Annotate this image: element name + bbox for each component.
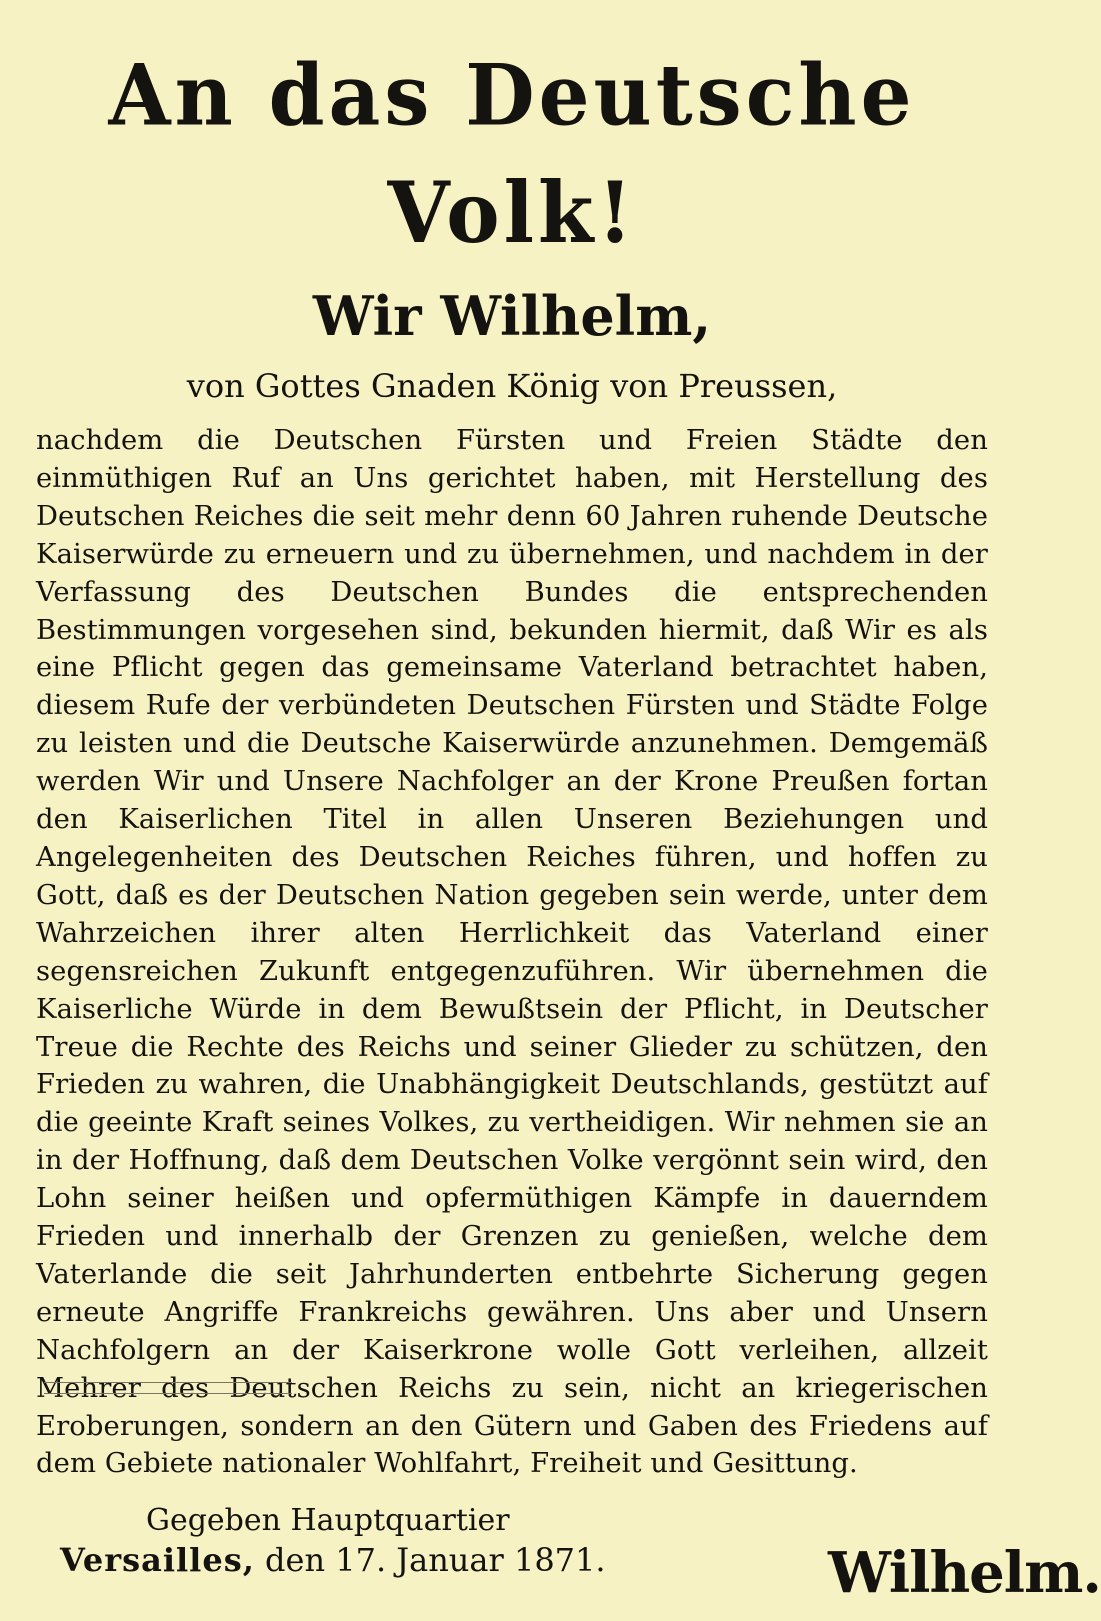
proclamation-footer	[36, 1501, 1101, 1621]
proclamation-title: An das Deutsche Volk!	[108, 45, 916, 263]
given-line: Gegeben Hauptquartier	[146, 1503, 510, 1539]
place-name: Versailles,	[60, 1541, 255, 1580]
signature: Wilhelm.	[828, 1540, 1101, 1607]
sovereign-name: Wir Wilhelm,	[312, 284, 712, 348]
date-line	[60, 1539, 606, 1581]
proclamation-body: nachdem die Deutschen Fürsten und Freien Städte den einmüthigen Ruf an Uns gerichtet haben, mit Herstellung des Deutschen Reiches die seit mehr denn 60 Jahren ruhende Deutsche Kaiserwürde zu erneuern und zu übernehmen, und nachdem in der Verfassung des Deutschen Bundes die entsprechenden Bestimmungen vorgesehen sind, bekunden hiermit, daß Wir es als eine Pflicht gegen das gemeinsame Vaterland betrachtet haben, diesem Rufe der verbündeten Deutschen Fürsten und Städte Folge zu leisten und die Deutsche Kaiserwürde anzunehmen. Demgemäß werden Wir und Unsere Nachfolger an der Krone Preußen fortan den Kaiserlichen Titel in allen Unseren Beziehungen und Angelegenheiten des Deutschen Reiches führen, und hoffen zu Gott, daß es der Deutschen Nation gegeben sein werde, unter dem Wahrzeichen ihrer alten Herrlichkeit das Vaterland einer segensreichen Zukunft entgegenzuführen. Wir übernehmen die Kaiserliche Würde in dem Bewußtsein der Pflicht, in Deutscher Treue die Rechte des Reichs und seiner Glieder zu schützen, den Frieden zu wahren, die Unabhängigkeit Deutschlands, gestützt auf die geeinte Kraft seines Volkes, zu vertheidigen. Wir nehmen sie an in der Hoffnung, daß dem Deutschen Volke vergönnt sein wird, den Lohn seiner heißen und opfermüthigen Kämpfe in dauerndem Frieden und innerhalb der Grenzen zu genießen, welche dem Vaterlande die seit Jahrhunderten entbehrte Sicherung gegen erneute Angriffe Frankreichs gewähren. Uns aber und Unsern Nachfolgern an der Kaiserkrone wolle Gott verleihen, allzeit Mehrer des Deutschen Reichs zu sein, nicht an kriegerischen Eroberungen, sondern an den Gütern und Gaben des Friedens auf dem Gebiete nationaler Wohlfahrt, Freiheit und Gesittung.	[36, 425, 988, 1480]
sovereign-style: von Gottes Gnaden König von Preussen,	[186, 367, 838, 405]
issue-date: den 17. Januar 1871.	[265, 1541, 606, 1580]
printer-imprint-line	[44, 1382, 292, 1394]
